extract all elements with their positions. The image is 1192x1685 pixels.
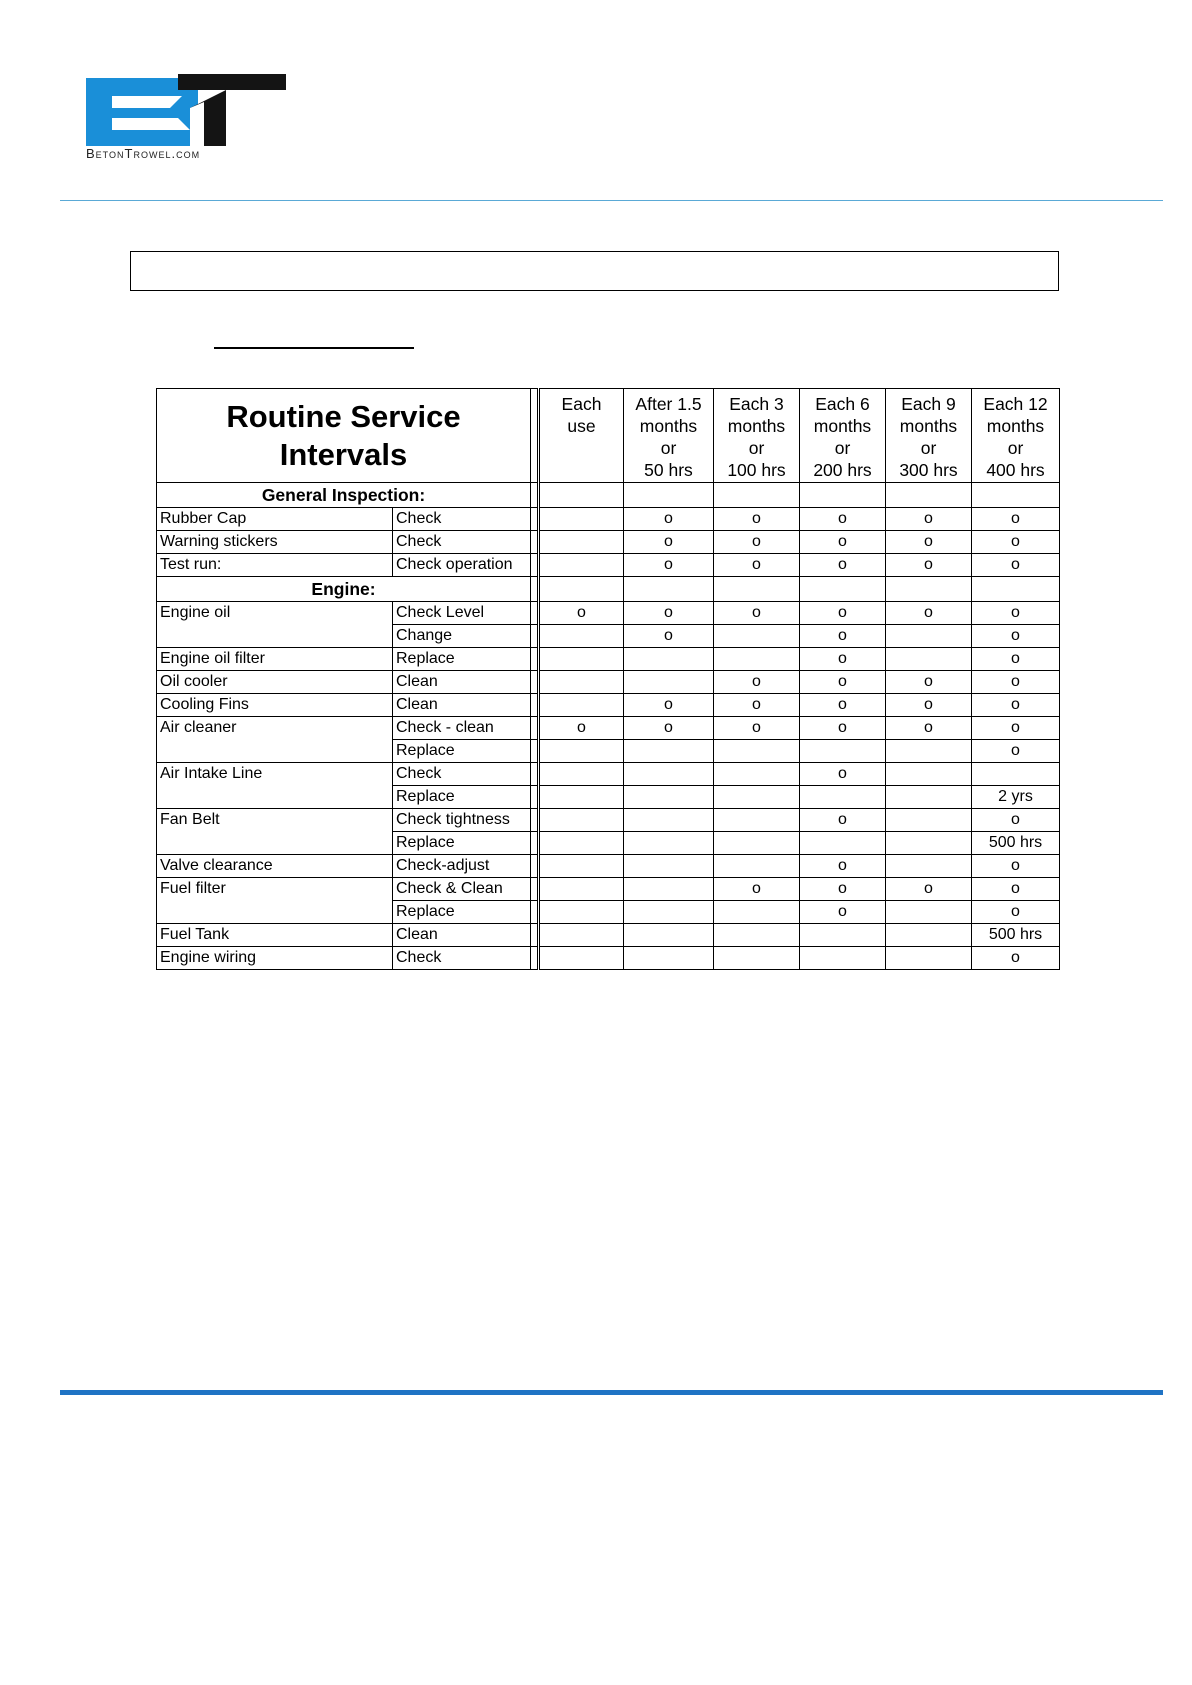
gap-cell	[531, 947, 539, 970]
section-heading: Engine:	[157, 577, 531, 602]
interval-header	[972, 389, 1060, 483]
interval-cell	[714, 832, 800, 855]
gap-cell	[531, 625, 539, 648]
betontrowel-logo	[86, 74, 286, 160]
interval-header-line: months	[813, 416, 872, 436]
interval-cell	[539, 531, 624, 554]
interval-cell: o	[800, 878, 886, 901]
interval-cell: o	[800, 531, 886, 554]
gap-cell	[531, 901, 539, 924]
interval-cell	[714, 809, 800, 832]
service-item: Oil cooler	[157, 671, 393, 694]
interval-header-line: months	[986, 416, 1045, 436]
interval-cell: 500 hrs	[972, 924, 1060, 947]
interval-cell: o	[972, 947, 1060, 970]
service-task: Change	[393, 625, 531, 648]
interval-cell	[800, 577, 886, 602]
service-item: Engine wiring	[157, 947, 393, 970]
interval-header-line: Each	[561, 394, 602, 414]
interval-header-line: 400 hrs	[986, 460, 1045, 480]
gap-cell	[531, 740, 539, 763]
interval-cell	[624, 648, 714, 671]
table-row	[157, 694, 1060, 717]
interval-cell	[624, 577, 714, 602]
interval-cell: o	[800, 602, 886, 625]
service-task: Check & Clean	[393, 878, 531, 901]
section-row	[157, 577, 1060, 602]
service-item: Warning stickers	[157, 531, 393, 554]
interval-cell: o	[800, 508, 886, 531]
gap-cell	[531, 508, 539, 531]
interval-header	[800, 389, 886, 483]
table-row	[157, 648, 1060, 671]
interval-header-line: or	[920, 438, 937, 458]
interval-cell: o	[972, 531, 1060, 554]
interval-cell	[539, 855, 624, 878]
interval-cell: o	[972, 648, 1060, 671]
table-row	[157, 602, 1060, 625]
interval-cell	[800, 786, 886, 809]
interval-cell: o	[800, 694, 886, 717]
gap-cell	[531, 878, 539, 901]
gap-cell	[531, 717, 539, 740]
bt-logo-mark	[86, 74, 286, 146]
interval-cell	[800, 832, 886, 855]
interval-header-line: or	[834, 438, 851, 458]
interval-cell	[714, 648, 800, 671]
interval-cell	[539, 786, 624, 809]
interval-cell	[624, 483, 714, 508]
gap-cell	[531, 577, 539, 602]
gap-cell	[531, 809, 539, 832]
service-item: Air Intake Line	[157, 763, 393, 809]
interval-cell	[886, 832, 972, 855]
interval-cell: o	[972, 694, 1060, 717]
interval-cell: o	[972, 855, 1060, 878]
interval-cell: o	[972, 901, 1060, 924]
interval-cell: o	[972, 878, 1060, 901]
interval-cell	[624, 671, 714, 694]
interval-cell	[624, 901, 714, 924]
interval-cell: o	[624, 531, 714, 554]
interval-cell: o	[800, 671, 886, 694]
interval-cell	[539, 740, 624, 763]
table-row	[157, 924, 1060, 947]
interval-header-line: 300 hrs	[899, 460, 958, 480]
section-row	[157, 483, 1060, 508]
interval-cell	[539, 577, 624, 602]
interval-cell: o	[714, 554, 800, 577]
service-task: Replace	[393, 786, 531, 809]
interval-cell	[886, 577, 972, 602]
interval-cell	[539, 625, 624, 648]
interval-cell	[886, 786, 972, 809]
gap-cell	[531, 648, 539, 671]
gap-cell	[531, 855, 539, 878]
interval-cell: o	[800, 855, 886, 878]
interval-cell	[972, 577, 1060, 602]
interval-cell	[714, 483, 800, 508]
interval-header-line: months	[639, 416, 698, 436]
table-header-row	[157, 389, 1060, 483]
interval-cell	[714, 763, 800, 786]
table-title-line2: Intervals	[279, 436, 408, 472]
interval-header-line: Each 6	[815, 394, 870, 414]
interval-cell: o	[714, 602, 800, 625]
interval-cell	[714, 855, 800, 878]
interval-header-line: use	[567, 416, 596, 436]
table-row	[157, 763, 1060, 786]
service-item: Valve clearance	[157, 855, 393, 878]
interval-cell	[800, 740, 886, 763]
interval-cell: o	[800, 554, 886, 577]
interval-cell	[800, 483, 886, 508]
service-task: Clean	[393, 694, 531, 717]
interval-header	[714, 389, 800, 483]
interval-header-line: Each 3	[729, 394, 784, 414]
interval-header	[624, 389, 714, 483]
interval-cell: o	[886, 508, 972, 531]
interval-cell	[972, 763, 1060, 786]
interval-cell	[714, 625, 800, 648]
interval-cell: 2 yrs	[972, 786, 1060, 809]
table-row	[157, 554, 1060, 577]
service-task: Check-adjust	[393, 855, 531, 878]
interval-cell	[539, 763, 624, 786]
interval-cell	[624, 832, 714, 855]
interval-cell	[886, 625, 972, 648]
service-task: Check	[393, 947, 531, 970]
header-divider	[60, 200, 1163, 201]
interval-cell	[539, 671, 624, 694]
service-item: Fan Belt	[157, 809, 393, 855]
interval-header	[539, 389, 624, 483]
interval-cell: o	[714, 717, 800, 740]
interval-cell: o	[624, 602, 714, 625]
interval-cell	[539, 878, 624, 901]
gap-cell	[531, 924, 539, 947]
routine-service-table	[156, 388, 1060, 970]
interval-header-line: Each 9	[901, 394, 956, 414]
interval-cell: o	[886, 717, 972, 740]
interval-cell	[714, 924, 800, 947]
service-task: Clean	[393, 924, 531, 947]
interval-cell	[800, 947, 886, 970]
section-heading: General Inspection:	[157, 483, 531, 508]
service-item: Cooling Fins	[157, 694, 393, 717]
subheading-underline	[214, 347, 414, 349]
logo-caption: BetonTrowel.com	[86, 146, 201, 161]
interval-cell	[886, 648, 972, 671]
table-row	[157, 878, 1060, 901]
gap-cell	[531, 786, 539, 809]
service-item: Engine oil filter	[157, 648, 393, 671]
service-task: Replace	[393, 901, 531, 924]
interval-header-line: months	[899, 416, 958, 436]
gap-cell	[531, 531, 539, 554]
interval-cell: o	[972, 508, 1060, 531]
service-item: Fuel filter	[157, 878, 393, 924]
table-row	[157, 809, 1060, 832]
service-task: Check operation	[393, 554, 531, 577]
interval-cell: o	[886, 878, 972, 901]
interval-cell	[714, 786, 800, 809]
section-title-box	[130, 251, 1059, 291]
interval-cell: 500 hrs	[972, 832, 1060, 855]
interval-cell: o	[972, 740, 1060, 763]
gap-cell	[531, 763, 539, 786]
table-row	[157, 855, 1060, 878]
interval-cell	[539, 694, 624, 717]
interval-header-line: or	[660, 438, 677, 458]
interval-cell: o	[624, 717, 714, 740]
interval-header	[886, 389, 972, 483]
interval-cell: o	[886, 671, 972, 694]
service-item: Air cleaner	[157, 717, 393, 763]
interval-cell: o	[800, 717, 886, 740]
interval-cell: o	[624, 625, 714, 648]
service-task: Check	[393, 531, 531, 554]
interval-cell	[539, 508, 624, 531]
interval-cell: o	[800, 809, 886, 832]
gap-cell	[531, 671, 539, 694]
service-task: Check tightness	[393, 809, 531, 832]
interval-cell	[886, 901, 972, 924]
interval-cell	[886, 947, 972, 970]
gap-cell	[531, 694, 539, 717]
table-title	[157, 389, 531, 483]
gap-cell	[531, 483, 539, 508]
service-item: Fuel Tank	[157, 924, 393, 947]
interval-cell	[972, 483, 1060, 508]
interval-cell	[539, 554, 624, 577]
service-task: Clean	[393, 671, 531, 694]
interval-cell	[624, 740, 714, 763]
interval-cell	[624, 878, 714, 901]
service-item: Engine oil	[157, 602, 393, 648]
interval-cell: o	[539, 602, 624, 625]
service-task: Replace	[393, 648, 531, 671]
service-task: Check	[393, 763, 531, 786]
service-item: Test run:	[157, 554, 393, 577]
interval-cell: o	[714, 508, 800, 531]
interval-cell: o	[714, 671, 800, 694]
table-row	[157, 717, 1060, 740]
interval-cell: o	[800, 901, 886, 924]
interval-cell	[714, 577, 800, 602]
service-task: Check - clean	[393, 717, 531, 740]
interval-cell	[624, 947, 714, 970]
interval-cell	[539, 809, 624, 832]
interval-cell: o	[800, 763, 886, 786]
interval-header-line: or	[748, 438, 765, 458]
table-row	[157, 508, 1060, 531]
interval-cell	[886, 740, 972, 763]
interval-cell	[539, 901, 624, 924]
interval-cell	[886, 483, 972, 508]
interval-cell: o	[972, 554, 1060, 577]
interval-header-line: 200 hrs	[813, 460, 872, 480]
interval-cell: o	[972, 717, 1060, 740]
interval-cell	[714, 901, 800, 924]
interval-cell	[539, 924, 624, 947]
table-row	[157, 531, 1060, 554]
interval-header-line: 100 hrs	[727, 460, 786, 480]
interval-header-line: Each 12	[983, 394, 1048, 414]
header-gap	[531, 389, 539, 483]
interval-cell	[886, 763, 972, 786]
interval-header-line: After 1.5	[635, 394, 702, 414]
gap-cell	[531, 554, 539, 577]
interval-cell	[714, 740, 800, 763]
interval-cell	[886, 809, 972, 832]
footer-divider	[60, 1390, 1163, 1395]
gap-cell	[531, 602, 539, 625]
service-task: Check	[393, 508, 531, 531]
interval-cell: o	[886, 531, 972, 554]
service-item: Rubber Cap	[157, 508, 393, 531]
interval-cell: o	[714, 531, 800, 554]
interval-cell: o	[800, 625, 886, 648]
interval-cell: o	[886, 602, 972, 625]
service-task: Replace	[393, 740, 531, 763]
service-task: Replace	[393, 832, 531, 855]
interval-cell	[624, 924, 714, 947]
interval-cell: o	[800, 648, 886, 671]
interval-cell	[800, 924, 886, 947]
interval-cell: o	[624, 508, 714, 531]
interval-cell: o	[714, 694, 800, 717]
interval-cell: o	[972, 671, 1060, 694]
interval-cell: o	[624, 694, 714, 717]
interval-cell	[539, 947, 624, 970]
interval-cell: o	[886, 694, 972, 717]
table-row	[157, 671, 1060, 694]
interval-header-line: 50 hrs	[644, 460, 693, 480]
gap-cell	[531, 832, 539, 855]
interval-cell	[539, 832, 624, 855]
interval-header-line: months	[727, 416, 786, 436]
interval-cell	[714, 947, 800, 970]
table-title-line1: Routine Service	[226, 398, 461, 434]
interval-cell: o	[886, 554, 972, 577]
interval-cell	[539, 648, 624, 671]
interval-header-line: or	[1007, 438, 1024, 458]
interval-cell: o	[624, 554, 714, 577]
service-task: Check Level	[393, 602, 531, 625]
interval-cell: o	[972, 602, 1060, 625]
interval-cell: o	[714, 878, 800, 901]
interval-cell: o	[539, 717, 624, 740]
table-row	[157, 947, 1060, 970]
interval-cell	[624, 809, 714, 832]
interval-cell	[886, 855, 972, 878]
interval-cell: o	[972, 625, 1060, 648]
interval-cell	[886, 924, 972, 947]
interval-cell: o	[972, 809, 1060, 832]
interval-cell	[624, 763, 714, 786]
interval-cell	[624, 855, 714, 878]
interval-cell	[539, 483, 624, 508]
interval-cell	[624, 786, 714, 809]
